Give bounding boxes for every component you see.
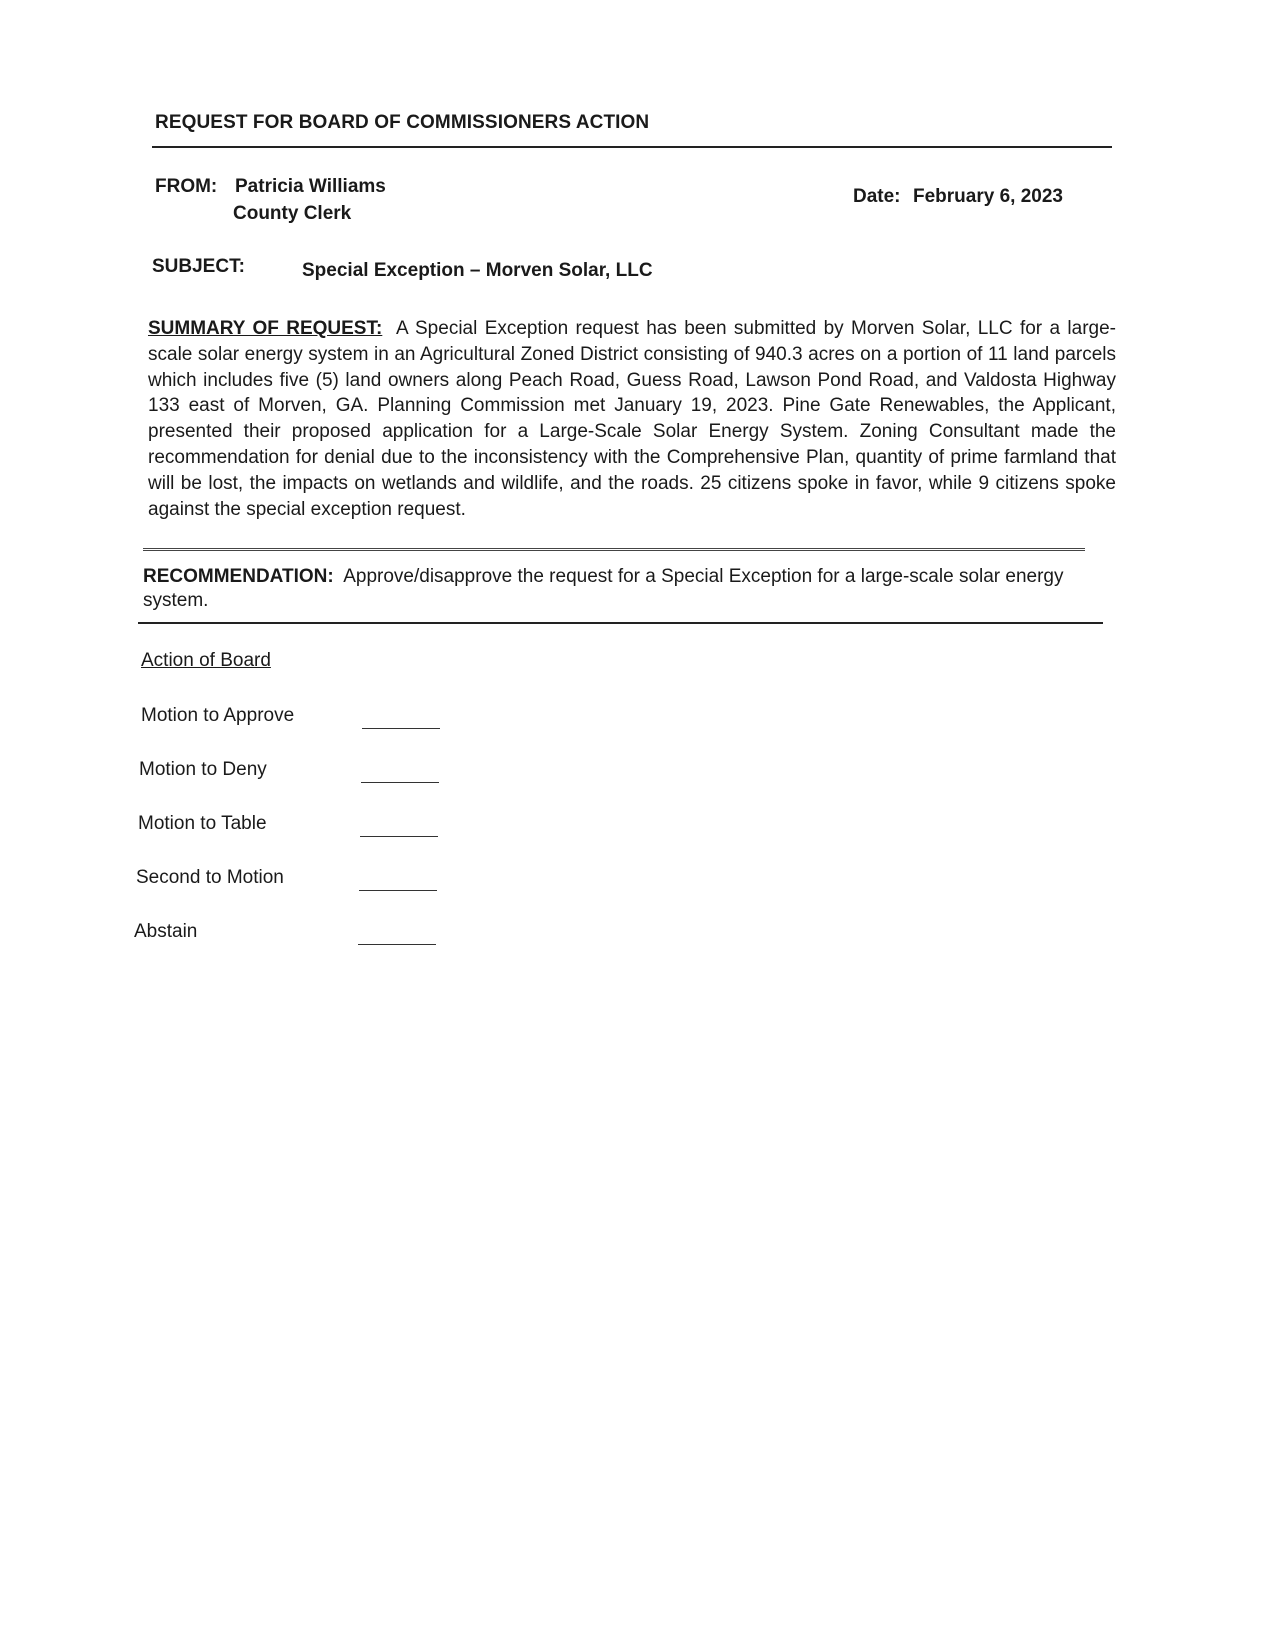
action-item-second: Second to Motion [136,867,284,888]
summary-label: SUMMARY OF REQUEST: [148,318,383,339]
action-of-board-title: Action of Board [141,650,271,671]
second-blank-line[interactable] [359,890,437,891]
subject-value: Special Exception – Morven Solar, LLC [302,260,653,281]
action-item-abstain: Abstain [134,921,198,942]
abstain-blank-line[interactable] [358,944,436,945]
recommendation-text: Approve/disapprove the request for a Special Exception for a large-scale solar energy system. [143,566,1064,611]
action-item-deny: Motion to Deny [139,759,267,780]
recommendation-label: RECOMMENDATION: [143,566,334,587]
deny-blank-line[interactable] [361,782,439,783]
from-position: County Clerk [233,203,352,224]
date-value: February 6, 2023 [913,186,1063,207]
action-item-table: Motion to Table [138,813,267,834]
approve-blank-line[interactable] [362,728,440,729]
from-label: FROM: [155,176,218,197]
from-name: Patricia Williams [235,176,386,197]
summary-divider [143,548,1085,551]
table-blank-line[interactable] [360,836,438,837]
document-title: REQUEST FOR BOARD OF COMMISSIONERS ACTION [155,112,650,133]
title-rule [152,146,1112,148]
action-item-approve: Motion to Approve [141,705,295,726]
summary-text: A Special Exception request has been submitted by Morven Solar, LLC for a large-scale solar energy system in an Agricultural Zoned District consisting of 940.3 acres on a portion of 11 land parcels which includes five (5) land owners along Peach Road, Guess Road, Lawson Pond Road, and Valdosta Highway 133 east of Morven, GA. Planning Commission met January 19, 2023. Pine Gate Renewables, the Applicant, presented their proposed application for a Large-Scale Solar Energy System. Zoning Consultant made the recommendation for denial due to the inconsistency with the Comprehensive Plan, quantity of prime farmland that will be lost, the impacts on wetlands and wildlife, and the roads. 25 citizens spoke in favor, while 9 citizens spoke against the special exception request. [148,318,1117,520]
recommendation-block [143,565,1083,613]
date-label: Date: [853,186,901,207]
recommendation-rule [138,622,1103,624]
subject-label: SUBJECT: [152,256,245,277]
summary-block [148,316,1116,522]
